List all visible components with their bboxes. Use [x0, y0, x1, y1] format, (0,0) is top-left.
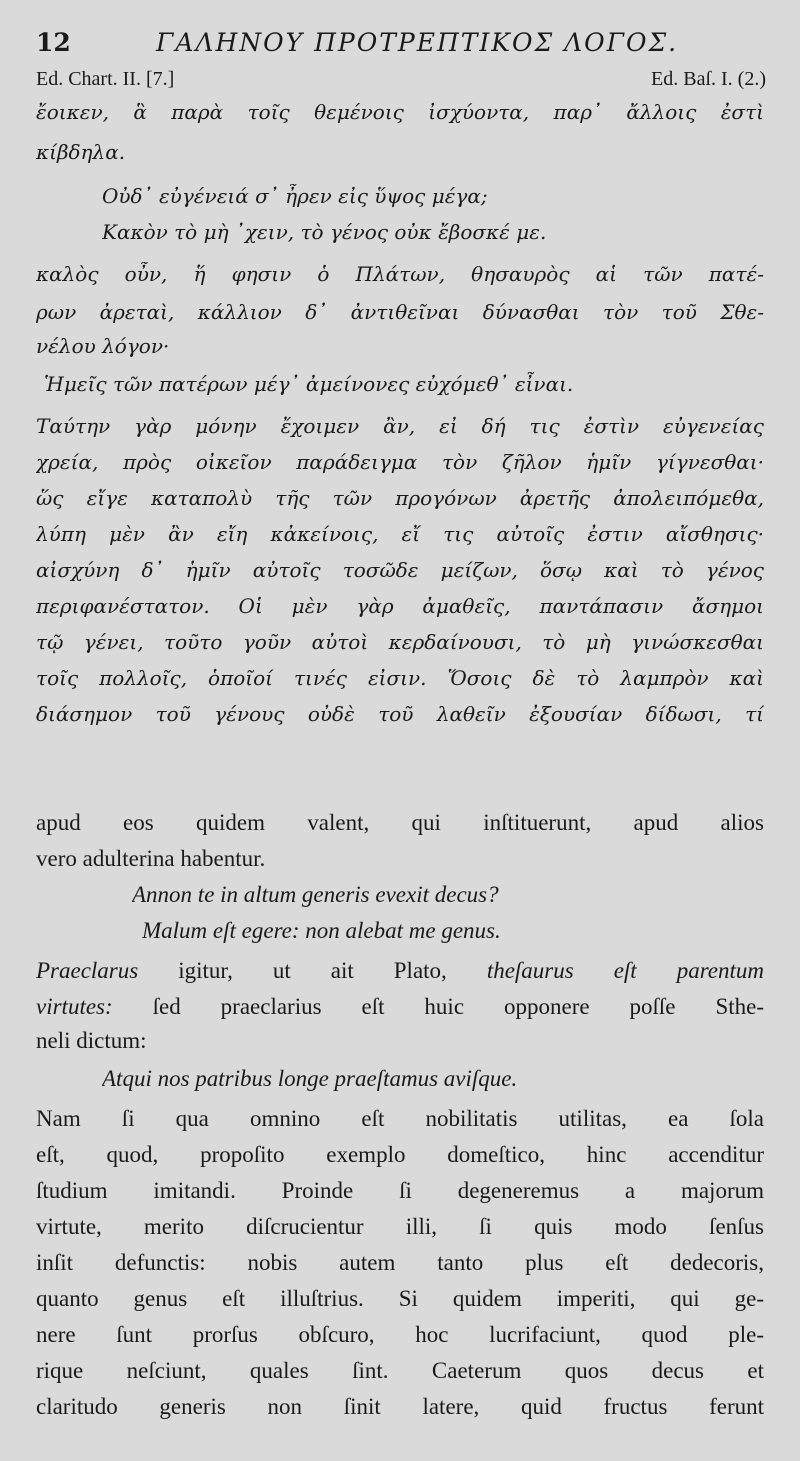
latin-line: nere ſunt prorſus obſcuro, hoc lucrifaciunt, quod ple-: [36, 1322, 764, 1347]
latin-line: [36, 994, 764, 1020]
latin-line: ſtudium imitandi. Proinde ſi degeneremus a majorum: [36, 1178, 764, 1203]
latin-line: Nam ſi qua omnino eſt nobilitatis utilitas, ea ſola: [36, 1106, 764, 1131]
latin-text: igitur, ut ait Plato,: [138, 958, 487, 983]
page-number: 12: [36, 28, 71, 57]
greek-line: τῷ γένει, τοῦτο γοῦν αὐτοὶ κερδαίνουσι, τὸ μὴ γινώσκεσθαι: [36, 630, 764, 654]
greek-line: διάσημον τοῦ γένους οὐδὲ τοῦ λαθεῖν ἐξουσίαν δίδωσι, τί: [36, 702, 764, 726]
greek-line: τοῖς πολλοῖς, ὁποῖοί τινές εἰσιν. Ὅσοις δὲ τὸ λαμπρὸν καὶ: [36, 666, 764, 690]
latin-line: inſit defunctis: nobis autem tanto plus eſt dedecoris,: [36, 1250, 764, 1275]
latin-line: claritudo generis non ſinit latere, quid fructus ferunt: [36, 1394, 764, 1419]
greek-verse-line: Ἡμεῖς τῶν πατέρων μέγ᾽ ἀμείνονες εὐχόμεθ᾽ εἶναι.: [44, 372, 574, 396]
latin-line: [36, 958, 764, 984]
greek-line: νέλου λόγον·: [36, 334, 170, 358]
latin-emphasis: virtutes:: [36, 994, 113, 1019]
greek-line: χρεία, πρὸς οἰκεῖον παράδειγμα τὸν ζῆλον ἡμῖν γίγνεσθαι·: [36, 450, 764, 474]
latin-verse-line: Annon te in altum generis evexit decus?: [132, 882, 499, 907]
running-head: [36, 28, 766, 62]
greek-line: αἰσχύνη δ᾽ ἡμῖν αὐτοῖς τοσῶδε μείζων, ὅσῳ καὶ τὸ γένος: [36, 558, 764, 582]
greek-line: κίβδηλα.: [36, 140, 126, 164]
latin-line: vero adulterina habentur.: [36, 846, 266, 871]
greek-verse-line: Οὐδ᾽ εὐγένειά σ᾽ ἦρεν εἰς ὕψος μέγα;: [102, 184, 488, 208]
greek-line: Ταύτην γὰρ μόνην ἔχοιμεν ἂν, εἰ δή τις ἐστὶν εὐγενείας: [36, 414, 764, 438]
running-title: ΓΑΛΗΝΟΥ ΠΡΟΤΡΕΠΤΙΚΟΣ ΛΟΓΟΣ.: [156, 28, 679, 57]
latin-verse-line: Malum eſt egere: non alebat me genus.: [142, 918, 501, 943]
greek-line: ὥς εἴγε καταπολὺ τῆς τῶν προγόνων ἀρετῆς ἀπολειπόμεθα,: [36, 486, 764, 510]
greek-line: περιφανέστατον. Οἱ μὲν γὰρ ἀμαθεῖς, παντάπασιν ἄσημοι: [36, 594, 764, 618]
latin-verse-line: Atqui nos patribus longe praeſtamus aviſque.: [102, 1066, 518, 1091]
latin-line: quanto genus eſt illuſtrius. Si quidem imperiti, qui ge-: [36, 1286, 764, 1311]
greek-line: λύπη μὲν ἂν εἴη κἀκείνοις, εἴ τις αὐτοῖς ἐστιν αἴσθησις·: [36, 522, 764, 546]
edition-basel-ref: Ed. Baſ. I. (2.): [651, 68, 766, 90]
greek-verse-line: Κακὸν τὸ μὴ ᾿χειν, τὸ γένος οὐκ ἔβοσκέ με.: [102, 220, 547, 244]
greek-line: ρων ἀρεταὶ, κάλλιον δ᾽ ἀντιθεῖναι δύνασθαι τὸν τοῦ Σθε-: [36, 300, 764, 324]
latin-emphasis: theſaurus eſt parentum: [486, 958, 764, 983]
greek-line: ἔοικεν, ἃ παρὰ τοῖς θεμένοις ἰσχύοντα, παρ᾽ ἄλλοις ἐστὶ: [36, 100, 764, 124]
latin-line: neli dictum:: [36, 1028, 147, 1053]
latin-line: rique neſciunt, quales ſint. Caeterum quos decus et: [36, 1358, 764, 1383]
edition-chartier-ref: Ed. Chart. II. [7.]: [36, 68, 175, 90]
edition-reference-line: [36, 68, 766, 96]
latin-line: eſt, quod, propoſito exemplo domeſtico, hinc accenditur: [36, 1142, 764, 1167]
latin-emphasis: Praeclarus: [36, 958, 139, 983]
latin-line: virtute, merito diſcrucientur illi, ſi quis modo ſenſus: [36, 1214, 764, 1239]
greek-line: καλὸς οὖν, ἥ φησιν ὁ Πλάτων, θησαυρὸς αἱ τῶν πατέ-: [36, 262, 764, 286]
latin-line: apud eos quidem valent, qui inſtituerunt, apud alios: [36, 810, 764, 835]
latin-text: ſed praeclarius eſt huic opponere poſſe Sthe-: [112, 994, 764, 1019]
